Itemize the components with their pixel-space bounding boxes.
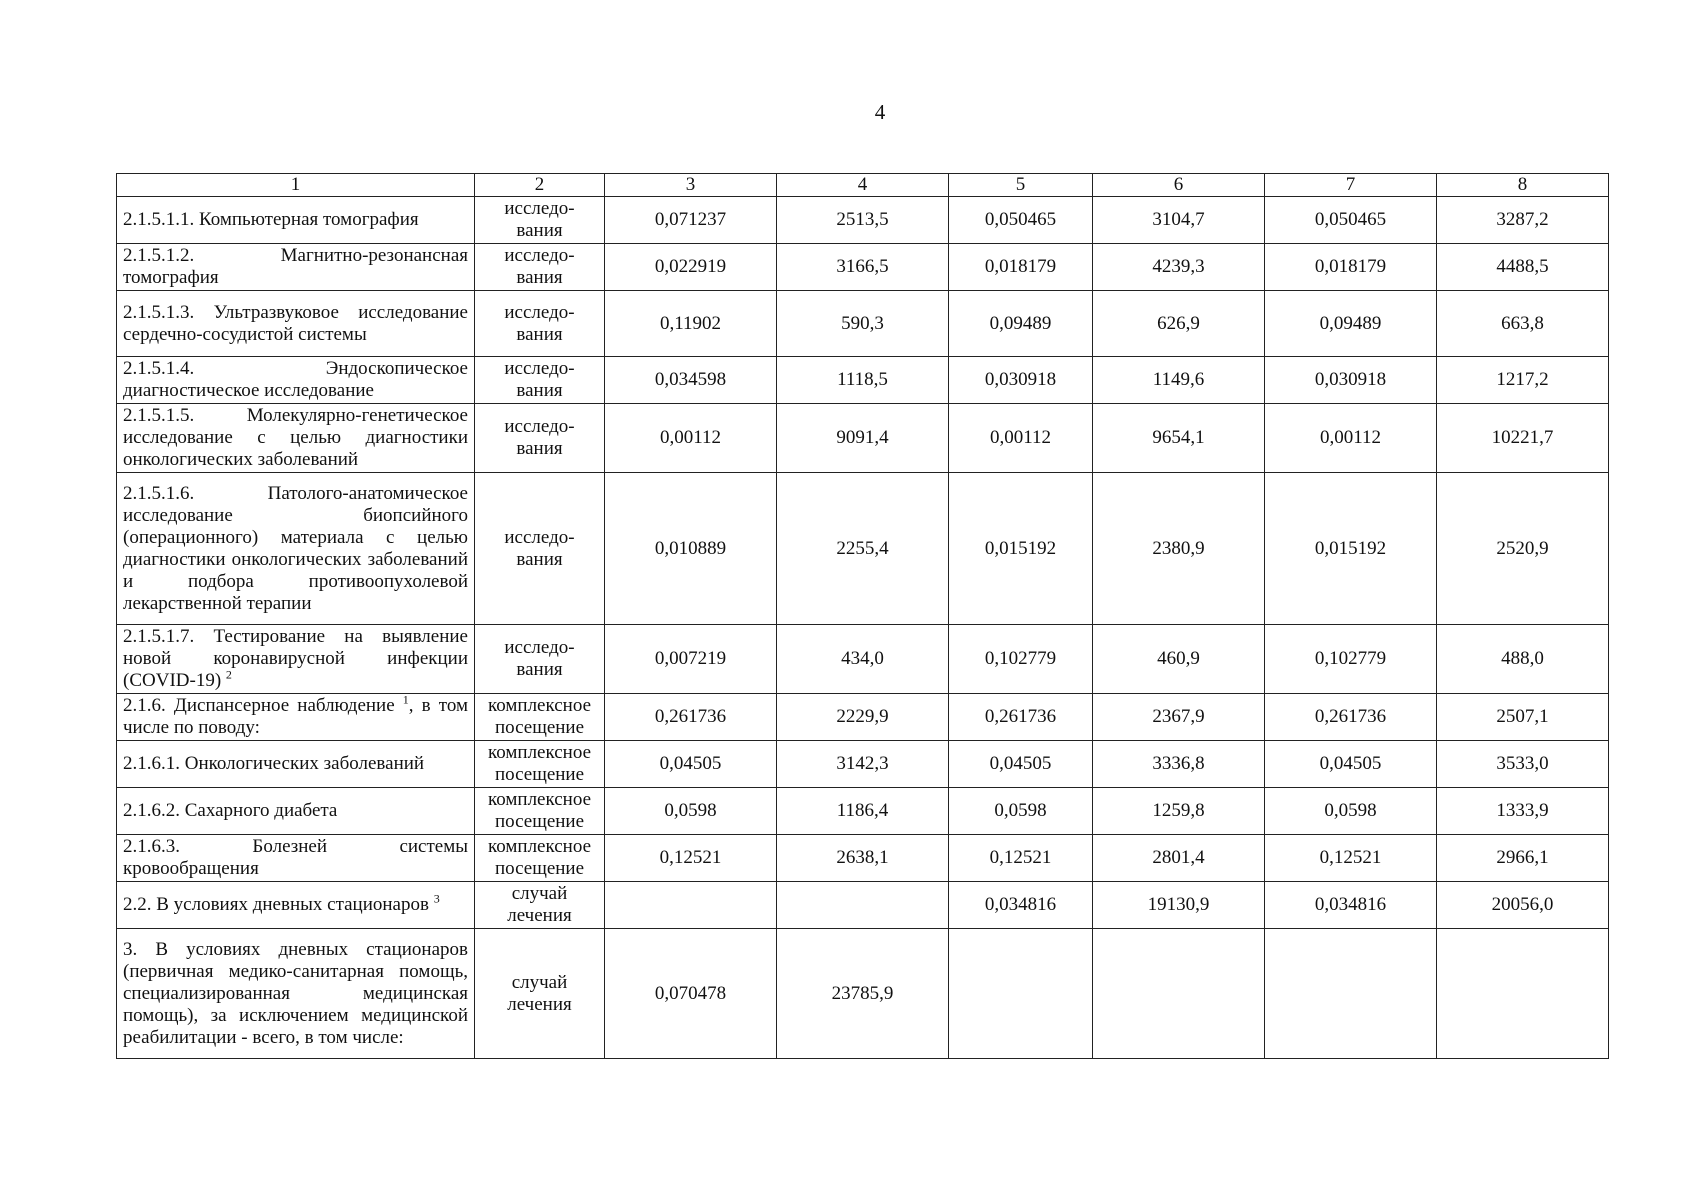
col-header-8: 8 [1437,174,1609,197]
cell-c5: 0,050465 [949,197,1093,244]
cell-c6: 2367,9 [1093,694,1265,741]
cell-c8: 2520,9 [1437,473,1609,625]
footnote-marker: 2 [225,667,232,682]
row-unit: исследо- вания [475,197,605,244]
col-header-1: 1 [117,174,475,197]
cell-c3: 0,022919 [605,244,777,291]
row-name [117,741,475,788]
data-table [116,173,1609,1059]
table-row [117,741,1609,788]
cell-c7: 0,030918 [1265,357,1437,404]
row-name-text: 2.1.6.3. Болезней системы кровообращения [123,836,468,879]
cell-c7: 0,12521 [1265,835,1437,882]
cell-c3: 0,010889 [605,473,777,625]
row-name-text: 2.2. В условиях дневных стационаров [123,894,429,915]
row-unit: комплексное посещение [475,694,605,741]
cell-c3: 0,11902 [605,291,777,357]
cell-c4: 2229,9 [777,694,949,741]
cell-c4: 590,3 [777,291,949,357]
cell-c7: 0,04505 [1265,741,1437,788]
cell-c4: 3142,3 [777,741,949,788]
table-row [117,835,1609,882]
cell-c7: 0,102779 [1265,625,1437,694]
table-row [117,291,1609,357]
cell-c7: 0,09489 [1265,291,1437,357]
row-unit: исследо- вания [475,473,605,625]
cell-c8: 3533,0 [1437,741,1609,788]
col-header-3: 3 [605,174,777,197]
cell-c3: 0,261736 [605,694,777,741]
row-unit: комплексное посещение [475,788,605,835]
row-name [117,291,475,357]
row-name [117,404,475,473]
col-header-5: 5 [949,174,1093,197]
row-name-text: 2.1.5.1.4. Эндоскопическое диагностическое исследование [123,358,468,401]
row-name-text: 2.1.6.1. Онкологических заболеваний [123,753,425,774]
col-header-2: 2 [475,174,605,197]
col-header-6: 6 [1093,174,1265,197]
cell-c4: 2638,1 [777,835,949,882]
cell-c3: 0,04505 [605,741,777,788]
row-name-text: 3. В условиях дневных стационаров (первичная медико-санитарная помощь, специализированная медицинская помощь), за исключением медицинской реабилитации - всего, в том числе: [123,938,468,1048]
cell-c5: 0,015192 [949,473,1093,625]
cell-c6: 460,9 [1093,625,1265,694]
table-row [117,404,1609,473]
cell-c5: 0,00112 [949,404,1093,473]
cell-c3: 0,12521 [605,835,777,882]
row-name [117,835,475,882]
cell-c7: 0,050465 [1265,197,1437,244]
cell-c8: 2507,1 [1437,694,1609,741]
cell-c8: 1333,9 [1437,788,1609,835]
row-name-text: 2.1.5.1.5. Молекулярно-генетическое исследование с целью диагностики онкологических заболеваний [123,405,468,470]
cell-c8: 20056,0 [1437,882,1609,929]
row-name [117,197,475,244]
row-name-text: 2.1.5.1.2. Магнитно-резонансная томография [123,245,468,288]
row-unit: комплексное посещение [475,741,605,788]
cell-c6: 2801,4 [1093,835,1265,882]
row-name [117,882,475,929]
cell-c6: 3336,8 [1093,741,1265,788]
row-unit: исследо- вания [475,625,605,694]
row-name-text: 2.1.5.1.7. Тестирование на выявление новой коронавирусной инфекции (COVID-19) [123,626,468,691]
table-row [117,788,1609,835]
table-row [117,625,1609,694]
cell-c8: 663,8 [1437,291,1609,357]
footnote-marker: 3 [433,891,440,906]
cell-c4: 1186,4 [777,788,949,835]
cell-c6: 2380,9 [1093,473,1265,625]
cell-c3: 0,070478 [605,929,777,1059]
cell-c3: 0,007219 [605,625,777,694]
cell-c8: 4488,5 [1437,244,1609,291]
row-name-text: 2.1.5.1.1. Компьютерная томография [123,209,419,230]
cell-c8: 488,0 [1437,625,1609,694]
cell-c3: 0,00112 [605,404,777,473]
cell-c5: 0,261736 [949,694,1093,741]
page-number: 4 [874,100,886,124]
cell-c5: 0,0598 [949,788,1093,835]
cell-c4: 2513,5 [777,197,949,244]
cell-c6: 3104,7 [1093,197,1265,244]
row-name-text: 2.1.5.1.3. Ультразвуковое исследование сердечно-сосудистой системы [123,301,468,345]
cell-c5: 0,04505 [949,741,1093,788]
cell-c5: 0,102779 [949,625,1093,694]
cell-c8: 1217,2 [1437,357,1609,404]
cell-c6: 19130,9 [1093,882,1265,929]
col-header-7: 7 [1265,174,1437,197]
cell-c8: 2966,1 [1437,835,1609,882]
cell-c4: 2255,4 [777,473,949,625]
cell-c5 [949,929,1093,1059]
cell-c8: 10221,7 [1437,404,1609,473]
cell-c7: 0,0598 [1265,788,1437,835]
row-unit: исследо- вания [475,404,605,473]
row-name-tail: , в том числе по поводу: [123,695,469,738]
row-name [117,625,475,694]
cell-c5: 0,034816 [949,882,1093,929]
row-name-text: 2.1.5.1.6. Патолого-анатомическое исследование биопсийного (операционного) материала с целью диагностики онкологических заболеваний и подбора противоопухолевой лекарственной терапии [123,482,468,614]
row-unit: случай лечения [475,882,605,929]
cell-c6 [1093,929,1265,1059]
footnote-marker: 1 [402,692,409,707]
cell-c6: 4239,3 [1093,244,1265,291]
row-name [117,788,475,835]
cell-c5: 0,12521 [949,835,1093,882]
cell-c4: 1118,5 [777,357,949,404]
row-name [117,929,475,1059]
column-number-row [117,174,1609,197]
cell-c7: 0,018179 [1265,244,1437,291]
cell-c5: 0,018179 [949,244,1093,291]
cell-c4: 3166,5 [777,244,949,291]
cell-c6: 9654,1 [1093,404,1265,473]
row-unit: исследо- вания [475,244,605,291]
table-body [117,174,1609,1059]
cell-c8: 3287,2 [1437,197,1609,244]
cell-c3: 0,034598 [605,357,777,404]
cell-c7: 0,261736 [1265,694,1437,741]
col-header-4: 4 [777,174,949,197]
row-unit: комплексное посещение [475,835,605,882]
cell-c3: 0,0598 [605,788,777,835]
cell-c7: 0,034816 [1265,882,1437,929]
cell-c5: 0,09489 [949,291,1093,357]
row-name-text: 2.1.6. Диспансерное наблюдение [123,695,395,716]
cell-c4: 434,0 [777,625,949,694]
row-name [117,244,475,291]
cell-c6: 626,9 [1093,291,1265,357]
row-unit: исследо- вания [475,291,605,357]
cell-c8 [1437,929,1609,1059]
cell-c5: 0,030918 [949,357,1093,404]
table-row [117,882,1609,929]
cell-c3 [605,882,777,929]
row-name [117,357,475,404]
table-row [117,357,1609,404]
cell-c7 [1265,929,1437,1059]
cell-c6: 1259,8 [1093,788,1265,835]
table-row [117,473,1609,625]
cell-c7: 0,015192 [1265,473,1437,625]
cell-c4: 9091,4 [777,404,949,473]
row-name [117,694,475,741]
table-row [117,694,1609,741]
table-row [117,929,1609,1059]
table-row [117,197,1609,244]
row-unit: случай лечения [475,929,605,1059]
row-unit: исследо- вания [475,357,605,404]
cell-c6: 1149,6 [1093,357,1265,404]
cell-c4 [777,882,949,929]
row-name-text: 2.1.6.2. Сахарного диабета [123,800,338,821]
cell-c4: 23785,9 [777,929,949,1059]
table-row [117,244,1609,291]
cell-c3: 0,071237 [605,197,777,244]
row-name [117,473,475,625]
cell-c7: 0,00112 [1265,404,1437,473]
